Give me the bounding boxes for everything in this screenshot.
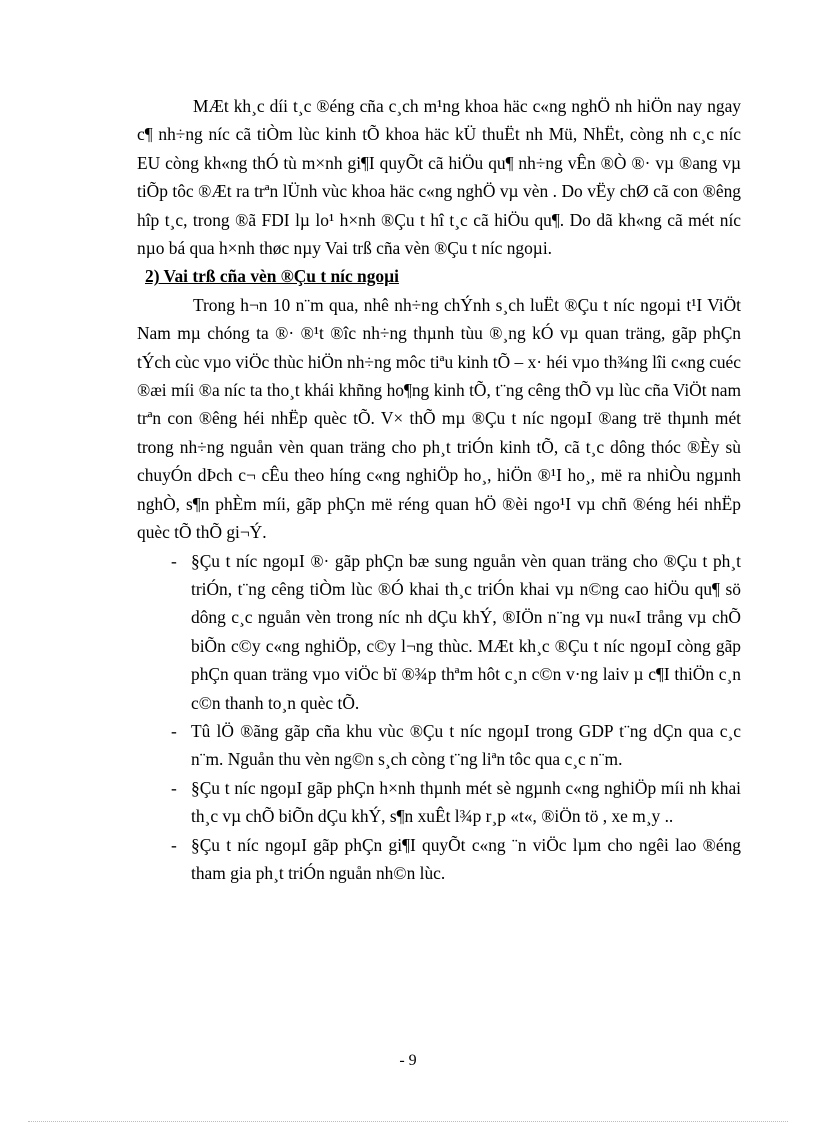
bullet-list	[137, 547, 741, 888]
list-item-text: Tû lÖ ®ãng gãp cña khu vùc ®Çu t níc ngoµI trong GDP t¨ng dÇn qua c¸c n¨m. Nguån thu vèn ng©n s¸ch còng t¨ng liªn tôc qua c¸c n¨m.	[191, 720, 741, 770]
list-item	[137, 717, 741, 774]
list-item-text: §Çu t níc ngoµI gãp phÇn h×nh thµnh mét sè ngµnh c«ng nghiÖp míi nh khai th¸c vµ chÕ biÕn dÇu khÝ, s¶n xuÊt l¾p r¸p «t«, ®iÖn tö , xe m¸y ..	[191, 777, 741, 827]
list-item-text: §Çu t níc ngoµI ®· gãp phÇn bæ sung nguån vèn quan träng cho ®Çu t ph¸t triÓn, t¨ng cêng tiÒm lùc ®Ó khai th¸c triÓn khai vµ n©ng cao hiÖu qu¶ sö dông c¸c nguån vèn trong níc nh dÇu khÝ, ®IÖn n¨ng vµ nu«I trång vµ chÕ biÕn c©y c«ng nghiÖp, c©y l¬ng thùc. MÆt kh¸c ®Çu t níc ngoµI còng gãp phÇn quan träng vµo viÖc bï ®¾p thªm hôt c¸n c©n v·ng laiv µ c¶I thiÖn c¸n c©n thanh to¸n quèc tÕ.	[191, 550, 741, 713]
bullet-mark: -	[171, 550, 177, 571]
paragraph-intro: MÆt kh¸c díi t¸c ®éng cña c¸ch m¹ng khoa häc c«ng nghÖ nh hiÖn nay ngay c¶ nh÷ng níc cã tiÒm lùc kinh tÕ khoa häc kÜ thuËt nh Mü, NhËt, còng nh c¸c níc EU còng kh«ng thÓ tù m×nh gi¶I quyÕt cã hiÖu qu¶ nh÷ng vÊn ®Ò ®· vµ ®ang vµ tiÕp tôc ®Æt ra trªn lÜnh vùc khoa häc c«ng nghÖ vµ vèn . Do vËy chØ cã con ®êng hîp t¸c, trong ®ã FDI lµ lo¹ h×nh ®Çu t hî t¸c cã hiÖu qu¶. Do dã kh«ng cã mét níc nµo bá qua h×nh thøc nµy Vai trß cña vèn ®Çu t níc ngoµi.	[137, 96, 741, 259]
page-bottom-rule	[28, 1121, 788, 1122]
list-item-text: §Çu t níc ngoµI gãp phÇn gi¶I quyÕt c«ng ¨n viÖc lµm cho ngêi lao ®éng tham gia ph¸t triÓn nguån nh©n lùc.	[191, 834, 741, 883]
page-number: - 9	[399, 1052, 417, 1069]
list-item	[137, 547, 741, 717]
list-item	[137, 774, 741, 831]
page-content	[137, 92, 741, 887]
paragraph-role: Trong h¬n 10 n¨m qua, nhê nh÷ng chÝnh s¸ch luËt ®Çu t níc ngoµi t¹I ViÖt Nam mµ chóng ta ®· ®¹t ®îc nh÷ng thµnh tùu ®¸ng kÓ vµ quan träng, gãp phÇn tÝch cùc vµo viÖc thùc hiÖn nh÷ng môc tiªu kinh tÕ – x· héi vµo th¾ng lîi c«ng cuéc ®æi míi ®a níc ta tho¸t khái khñng ho¶ng kinh tÕ, t¨ng cêng thÕ vµ lùc cña ViÖt nam trªn con ®êng héi nhËp quèc tÕ. V× thÕ mµ ®Çu t níc ngoµI ®ang trë thµnh mét trong nh÷ng nguån vèn quan träng cho ph¸t triÓn kinh tÕ, cã t¸c dông thóc ®Èy sù chuyÓn dÞch c¬ cÊu theo híng c«ng nghiÖp ho¸, hiÖn ®¹I ho¸, më ra nhiÒu ngµnh nghÒ, s¶n phÈm míi, gãp phÇn më réng quan hÖ ®èi ngo¹I vµ chñ ®éng héi nhËp quèc tÕ thÕ gi¬Ý.	[137, 294, 741, 543]
bullet-mark: -	[171, 834, 177, 855]
list-item	[137, 831, 741, 888]
bullet-mark: -	[171, 777, 177, 798]
bullet-mark: -	[171, 720, 177, 741]
section-heading: 2) Vai trß cña vèn ®Çu t níc ngoµi	[145, 266, 399, 287]
